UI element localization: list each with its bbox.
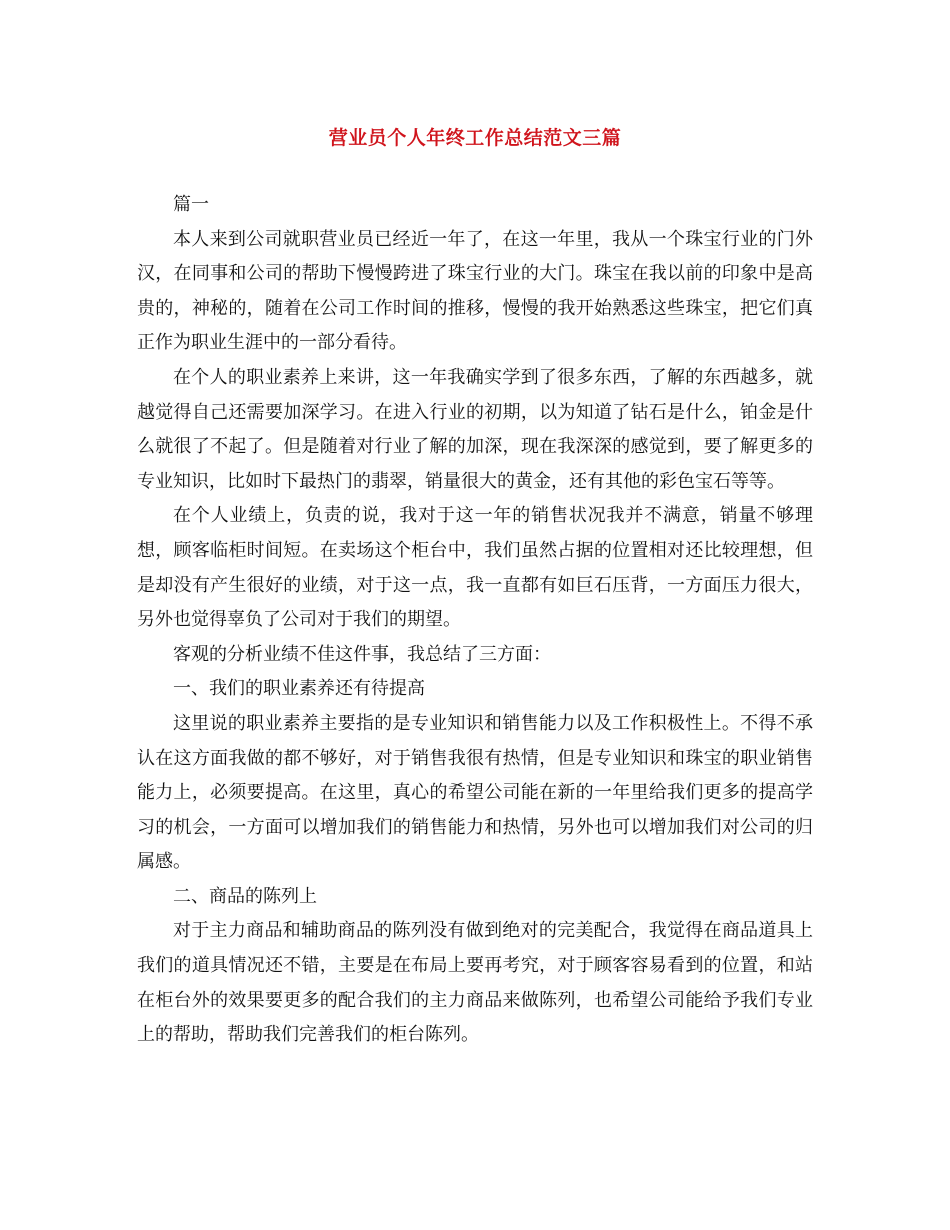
paragraph-analysis: 客观的分析业绩不佳这件事，我总结了三方面： [173,643,551,665]
heading-point-one: 一、我们的职业素养还有待提高 [173,678,425,700]
section-label: 篇一 [173,194,209,215]
paragraph-point-two: 对于主力商品和辅助商品的陈列没有做到绝对的完美配合，我觉得在商品道具上我们的道具情况还不错，主要是在布局上要再考究，对于顾客容易看到的位置，和站在柜台外的效果要更多的配合我们的主力商品来做陈列，也希望公司能给予我们专业上的帮助，帮助我们完善我们的柜台陈列。 [137,920,813,1046]
document-title: 营业员个人年终工作总结范文三篇 [328,127,622,149]
paragraph-intro: 本人来到公司就职营业员已经近一年了，在这一年里，我从一个珠宝行业的门外汉，在同事和公司的帮助下慢慢跨进了珠宝行业的大门。珠宝在我以前的印象中是高贵的，神秘的，随着在公司工作时间的推移，慢慢的我开始熟悉这些珠宝，把它们真正作为职业生涯中的一部分看待。 [137,228,813,354]
paragraph-point-one: 这里说的职业素养主要指的是专业知识和销售能力以及工作积极性上。不得不承认在这方面我做的都不够好，对于销售我很有热情，但是专业知识和珠宝的职业销售能力上，必须要提高。在这里，真心的希望公司能在新的一年里给我们更多的提高学习的机会，一方面可以增加我们的销售能力和热情，另外也可以增加我们对公司的归属感。 [137,712,813,873]
document-body [137,188,813,1053]
paragraph-performance: 在个人业绩上，负责的说，我对于这一年的销售状况我并不满意，销量不够理想，顾客临柜时间短。在卖场这个柜台中，我们虽然占据的位置相对还比较理想，但是却没有产生很好的业绩，对于这一点，我一直都有如巨石压背，一方面压力很大，另外也觉得辜负了公司对于我们的期望。 [137,505,813,631]
paragraph-professional-growth: 在个人的职业素养上来讲，这一年我确实学到了很多东西，了解的东西越多，就越觉得自己还需要加深学习。在进入行业的初期，以为知道了钻石是什么，铂金是什么就很了不起了。但是随着对行业了解的加深，现在我深深的感觉到，要了解更多的专业知识，比如时下最热门的翡翠，销量很大的黄金，还有其他的彩色宝石等等。 [137,366,813,492]
heading-point-two: 二、商品的陈列上 [173,885,317,907]
